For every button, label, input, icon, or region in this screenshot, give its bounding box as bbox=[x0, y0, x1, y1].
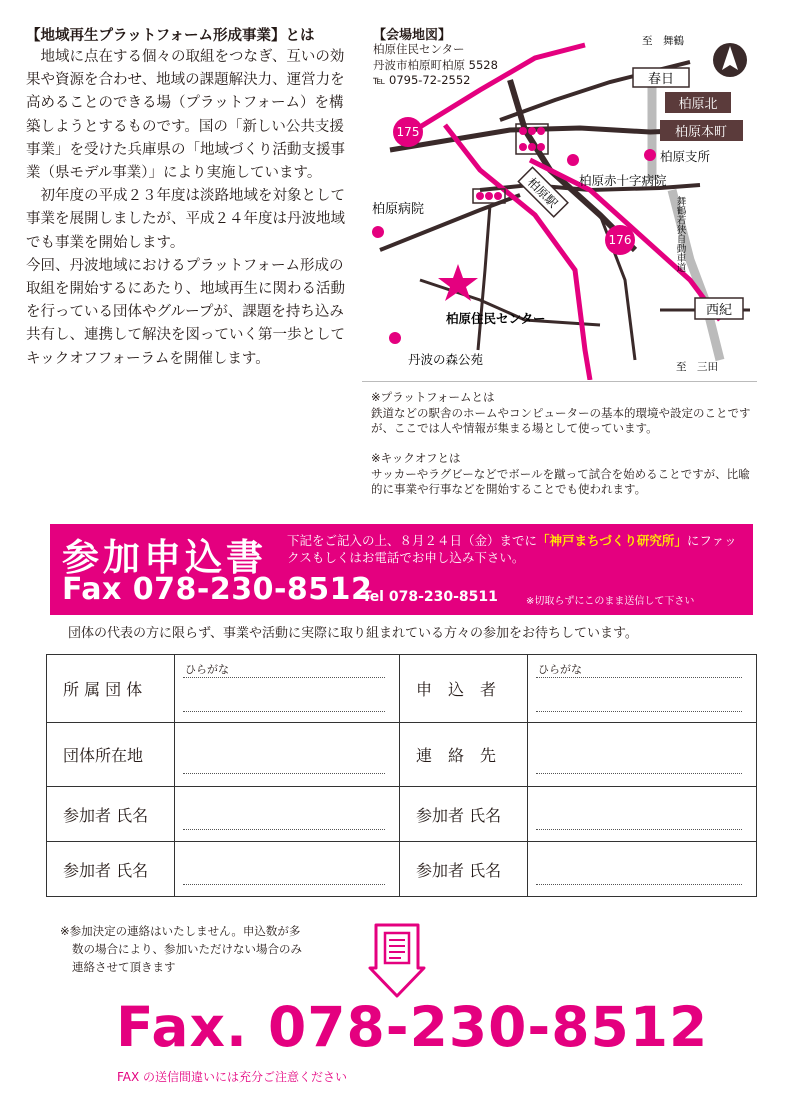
participant-line-2 bbox=[536, 829, 742, 830]
address-field[interactable] bbox=[175, 723, 400, 787]
intro-paragraph-2: 初年度の平成２３年度は淡路地域を対象として事業を展開しましたが、平成２４年度は丹波地域でも事業を開始します。 bbox=[26, 188, 345, 251]
red-cross-label: 柏原赤十字病院 bbox=[579, 173, 667, 188]
participant-label-2: 参加者 氏名 bbox=[400, 787, 528, 842]
participant-field-2[interactable] bbox=[528, 787, 757, 842]
participant-field-1[interactable] bbox=[175, 787, 400, 842]
map-tel: ℡ 0795-72-2552 bbox=[373, 73, 471, 87]
applicant-field[interactable] bbox=[528, 655, 757, 723]
application-banner bbox=[50, 524, 753, 615]
applicant-label: 申 込 者 bbox=[400, 655, 528, 723]
address-label: 団体所在地 bbox=[47, 723, 175, 787]
participant-line-3 bbox=[183, 884, 385, 885]
address-line bbox=[183, 773, 385, 774]
map-address-block bbox=[373, 42, 498, 89]
org-kana-label: ひらがな bbox=[185, 663, 229, 676]
form-footnote-line-3: 連絡させて頂きます bbox=[72, 960, 176, 974]
org-name-line bbox=[183, 711, 385, 712]
map-title: 【会場地図】 bbox=[373, 28, 452, 43]
forest-park-marker bbox=[389, 332, 401, 344]
banner-instructions bbox=[287, 532, 747, 566]
form-footnote bbox=[60, 922, 350, 976]
nishiki-label: 西紀 bbox=[705, 303, 733, 318]
kaibara-branch-label: 柏原支所 bbox=[660, 149, 711, 164]
org-kana-line bbox=[183, 677, 385, 678]
contact-label: 連 絡 先 bbox=[400, 723, 528, 787]
intro-paragraph-3: 今回、丹波地域におけるプラットフォーム形成の取組を開始するにあたり、地域再生に関わる活動を行っている団体やグループが、課題を持ち込み共有し、連携して解決を図っていく第一歩としてキックオフフォーラムを開催します。 bbox=[26, 257, 345, 367]
banner-tel-number: Tel 078-230-8511 bbox=[362, 589, 498, 605]
intro-paragraph-1: 地域に点在する個々の取組をつなぎ、互いの効果や資源を合わせ、地域の課題解決力、運営力を高めることのできる場（プラットフォーム）を構築しようとするものです。国の「新しい公共支援事業」を受けた兵庫県の「地域づくり活動支援事業（県モデル事業）」により実施しています。 bbox=[26, 49, 345, 182]
kasuga-label: 春日 bbox=[647, 72, 675, 87]
application-form bbox=[46, 654, 757, 897]
participant-line-4 bbox=[536, 884, 742, 885]
contact-field[interactable] bbox=[528, 723, 757, 787]
participant-label-1: 参加者 氏名 bbox=[47, 787, 175, 842]
platform-note-title: ※プラットフォームとは bbox=[371, 390, 495, 404]
applicant-kana-label: ひらがな bbox=[538, 663, 582, 676]
application-title: 参加申込書 bbox=[62, 536, 267, 579]
participant-line-1 bbox=[183, 829, 385, 830]
to-sanda-label: 至 三田 bbox=[676, 361, 718, 373]
station-label: 柏原駅 bbox=[524, 175, 561, 211]
kickoff-note bbox=[371, 451, 761, 498]
route-176-label: 176 bbox=[608, 233, 632, 247]
banner-send-note: ※切取らずにこのまま送信して下さい bbox=[526, 596, 695, 607]
banner-instructions-post: にファックスもしくはお電話でお申し込み下さい。 bbox=[287, 533, 737, 565]
big-fax-number: Fax. 078-230-8512 bbox=[116, 995, 709, 1059]
route-175-label: 175 bbox=[396, 125, 420, 139]
contact-line bbox=[536, 773, 742, 774]
map-venue-name: 柏原住民センター bbox=[373, 42, 465, 56]
kaibara-hospital-marker bbox=[372, 226, 384, 238]
banner-organization: 「神戸まちづくり研究所」 bbox=[537, 533, 687, 548]
to-maizuru-label: 至 舞鶴 bbox=[642, 35, 684, 47]
applicant-name-line bbox=[536, 711, 742, 712]
venue-label: 柏原住民センター bbox=[446, 311, 546, 326]
org-label: 所 属 団 体 bbox=[47, 655, 175, 723]
red-cross-marker bbox=[567, 154, 579, 166]
kaibara-hospital-label: 柏原病院 bbox=[372, 202, 425, 217]
expressway-label: 舞鶴若狭自動車道 bbox=[674, 196, 686, 272]
applicant-kana-line bbox=[536, 677, 742, 678]
participant-field-4[interactable] bbox=[528, 842, 757, 897]
form-footnote-line-1: ※参加決定の連絡はいたしません。申込数が多 bbox=[60, 924, 301, 938]
kickoff-note-title: ※キックオフとは bbox=[371, 451, 461, 465]
venue-star-icon bbox=[438, 264, 478, 301]
platform-note bbox=[371, 390, 761, 437]
forest-park-label: 丹波の森公苑 bbox=[408, 352, 484, 367]
intro-body bbox=[26, 46, 346, 371]
participant-label-4: 参加者 氏名 bbox=[400, 842, 528, 897]
intro-title: 【地域再生プラットフォーム形成事業】とは bbox=[26, 28, 315, 44]
kickoff-note-body: サッカーやラグビーなどでボールを蹴って試合を始めることですが、比喩的に事業や行事などを開始することでも使われます。 bbox=[371, 466, 750, 496]
kaibarahonmachi-label: 柏原本町 bbox=[674, 125, 728, 140]
map-divider bbox=[362, 381, 757, 382]
map-address: 丹波市柏原町柏原 5528 bbox=[373, 57, 498, 72]
platform-note-body: 鉄道などの駅舎のホームやコンピューターの基本的環境や設定のことですが、ここでは人や情報が集まる場として使っています。 bbox=[371, 405, 751, 435]
form-footnote-line-2: 数の場合により、参加いただけない場合のみ bbox=[72, 942, 302, 956]
org-field[interactable] bbox=[175, 655, 400, 723]
fax-caution: FAX の送信間違いには充分ご注意ください bbox=[117, 1070, 348, 1084]
fax-send-arrow-icon bbox=[368, 922, 426, 1000]
road-west bbox=[478, 205, 490, 350]
banner-fax-number: Fax 078-230-8512 bbox=[62, 572, 373, 607]
participant-field-3[interactable] bbox=[175, 842, 400, 897]
banner-instructions-pre: 下記をご記入の上、８月２４日（金）までに bbox=[287, 533, 538, 548]
invitation-note: 団体の代表の方に限らず、事業や活動に実際に取り組まれている方々の参加をお待ちしています。 bbox=[68, 626, 638, 641]
kaibarakita-label: 柏原北 bbox=[678, 97, 718, 112]
kaibara-branch-marker bbox=[644, 149, 656, 161]
participant-label-3: 参加者 氏名 bbox=[47, 842, 175, 897]
